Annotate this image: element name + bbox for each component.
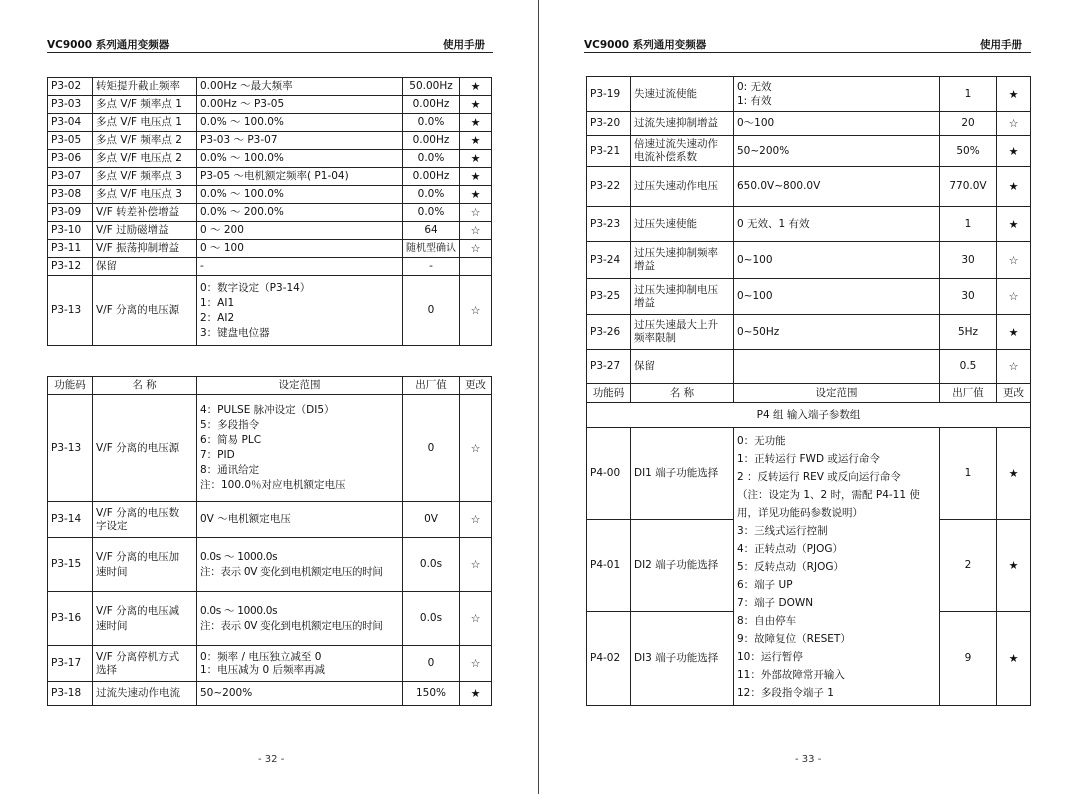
table-row: [587, 315, 1031, 350]
range-line: 12：多段指令端子 1: [737, 686, 834, 699]
range-line: 0：数字设定（P3-14）: [200, 281, 311, 294]
param-default: 0.0%: [403, 114, 460, 132]
left-param-table-2: [47, 376, 492, 706]
param-change: ☆: [997, 350, 1031, 384]
param-name: [93, 646, 197, 682]
param-default: 50%: [940, 136, 997, 167]
table-row: [48, 96, 492, 114]
name-line: 过压失速抑制频率: [634, 247, 718, 259]
param-code: P3-07: [48, 168, 93, 186]
table-row: [48, 646, 492, 682]
right-header-manual: 使用手册: [980, 39, 1022, 51]
range-line: 7：PID: [200, 449, 235, 461]
param-name: V/F 分离的电压源: [93, 276, 197, 346]
range-line: 0: 无效: [737, 81, 772, 93]
col-header-default: 出厂值: [403, 377, 460, 395]
param-name: [93, 538, 197, 592]
param-default: 0.0%: [403, 186, 460, 204]
group-title: P4 组 输入端子参数组: [587, 403, 1031, 428]
param-default: 20: [940, 112, 997, 136]
name-line: V/F 分离的电压减: [96, 604, 180, 617]
param-change: ★: [460, 186, 492, 204]
param-name: 多点 V/F 电压点 2: [93, 150, 197, 168]
group-title-row: [587, 403, 1031, 428]
col-header-range: 设定范围: [734, 384, 940, 403]
table-row: [587, 112, 1031, 136]
col-header-change: 更改: [460, 377, 492, 395]
param-default: 0.0%: [403, 150, 460, 168]
param-range: 0V ～电机额定电压: [197, 502, 403, 538]
param-name: 失速过流使能: [631, 77, 734, 112]
param-default: 0: [403, 646, 460, 682]
table-row: [48, 276, 492, 346]
table-row: [587, 428, 1031, 520]
range-line: 1: 有效: [737, 95, 772, 107]
col-header-change: 更改: [997, 384, 1031, 403]
param-code: P3-02: [48, 78, 93, 96]
param-change: ★: [997, 315, 1031, 350]
param-change: ☆: [460, 222, 492, 240]
param-range: 0.0% ～ 100.0%: [197, 150, 403, 168]
param-code: P3-04: [48, 114, 93, 132]
left-header-manual: 使用手册: [443, 39, 485, 51]
param-change: ★: [460, 78, 492, 96]
param-name: 多点 V/F 频率点 1: [93, 96, 197, 114]
param-name: DI2 端子功能选择: [631, 520, 734, 612]
param-name: 多点 V/F 频率点 3: [93, 168, 197, 186]
range-line: 1：电压减为 0 后频率再减: [200, 663, 326, 676]
left-param-table-1: [47, 77, 492, 346]
col-header-default: 出厂值: [940, 384, 997, 403]
table-row: [587, 242, 1031, 279]
col-header-name: 名 称: [631, 384, 734, 403]
range-line: 3：键盘电位器: [200, 326, 270, 339]
table-header-row: [48, 377, 492, 395]
left-page-number: - 32 -: [258, 754, 285, 765]
param-change: ★: [460, 132, 492, 150]
range-line: 8：通讯给定: [200, 464, 260, 476]
param-default: 2: [940, 520, 997, 612]
param-default: 1: [940, 428, 997, 520]
param-code: P3-05: [48, 132, 93, 150]
param-code: P3-17: [48, 646, 93, 682]
right-header-rule: [584, 52, 1031, 53]
param-name: [631, 279, 734, 315]
param-code: P3-25: [587, 279, 631, 315]
table-row: [48, 186, 492, 204]
param-change: ☆: [997, 242, 1031, 279]
range-line: 用，详见功能码参数说明）: [737, 506, 863, 519]
param-range: [197, 395, 403, 502]
param-code: P3-20: [587, 112, 631, 136]
param-default: 0: [403, 276, 460, 346]
right-page: [539, 0, 1077, 794]
table-row: [587, 136, 1031, 167]
param-change: ★: [460, 114, 492, 132]
param-change: ★: [997, 520, 1031, 612]
param-name: V/F 振荡抑制增益: [93, 240, 197, 258]
param-name: 保留: [631, 350, 734, 384]
param-code: P3-22: [587, 167, 631, 207]
name-line: 增益: [634, 260, 655, 272]
table-row: [587, 167, 1031, 207]
param-default: 5Hz: [940, 315, 997, 350]
range-line: （注：设定为 1、2 时，需配 P4-11 使: [737, 488, 920, 501]
param-change: ★: [460, 168, 492, 186]
range-line: 7：端子 DOWN: [737, 596, 814, 609]
param-name: [93, 592, 197, 646]
param-range: 0.0% ～ 200.0%: [197, 204, 403, 222]
param-default: 1: [940, 77, 997, 112]
param-default: 150%: [403, 682, 460, 706]
range-line: 5：反转点动（RJOG）: [737, 560, 844, 573]
param-change: ★: [460, 150, 492, 168]
param-code: P3-09: [48, 204, 93, 222]
param-change: ☆: [460, 276, 492, 346]
param-change: ★: [997, 428, 1031, 520]
range-line: 5：多段指令: [200, 419, 260, 431]
range-line: 6：端子 UP: [737, 578, 793, 591]
param-range: [197, 592, 403, 646]
param-name: 转矩提升截止频率: [93, 78, 197, 96]
param-change: ☆: [460, 240, 492, 258]
param-range: 0~100: [734, 242, 940, 279]
param-change: ☆: [460, 204, 492, 222]
range-line: 注：100.0％对应电机额定电压: [200, 479, 346, 491]
param-code: P4-01: [587, 520, 631, 612]
table-row: [48, 78, 492, 96]
param-change: ☆: [460, 592, 492, 646]
range-line: 4：PULSE 脉冲设定（DI5）: [200, 404, 335, 416]
param-default: 随机型确认: [403, 240, 460, 258]
param-default: 0.0s: [403, 592, 460, 646]
param-code: P3-23: [587, 207, 631, 242]
param-name: DI3 端子功能选择: [631, 612, 734, 706]
param-name: 过流失速动作电流: [93, 682, 197, 706]
param-range: 0.00Hz ～ P3-05: [197, 96, 403, 114]
param-default: 1: [940, 207, 997, 242]
name-line: 频率限制: [634, 332, 676, 344]
param-default: 9: [940, 612, 997, 706]
param-code: P3-08: [48, 186, 93, 204]
param-change: ★: [997, 77, 1031, 112]
param-code: P4-00: [587, 428, 631, 520]
param-default: 770.0V: [940, 167, 997, 207]
param-default: 50.00Hz: [403, 78, 460, 96]
table-row: [48, 395, 492, 502]
param-range: 0.0% ～ 100.0%: [197, 114, 403, 132]
name-line: 速时间: [96, 619, 128, 632]
table-row: [48, 222, 492, 240]
param-name: 多点 V/F 频率点 2: [93, 132, 197, 150]
param-code: P3-06: [48, 150, 93, 168]
name-line: 电流补偿系数: [634, 151, 697, 163]
table-row: [48, 682, 492, 706]
param-range: 0 无效、1 有效: [734, 207, 940, 242]
param-change: ☆: [460, 502, 492, 538]
table-row: [587, 207, 1031, 242]
param-name: 过压失速使能: [631, 207, 734, 242]
param-name: V/F 分离的电压源: [93, 395, 197, 502]
table-row: [48, 114, 492, 132]
param-range: 0~100: [734, 279, 940, 315]
name-line: 字设定: [96, 519, 128, 532]
param-range: 650.0V~800.0V: [734, 167, 940, 207]
name-line: V/F 分离的电压数: [96, 506, 180, 519]
param-name: 过压失速动作电压: [631, 167, 734, 207]
table-row: [48, 240, 492, 258]
range-line: 4：正转点动（PJOG）: [737, 542, 844, 555]
param-range: P3-03 ～ P3-07: [197, 132, 403, 150]
param-change: ☆: [997, 112, 1031, 136]
param-default: 0.0s: [403, 538, 460, 592]
param-name: 保留: [93, 258, 197, 276]
table-header-row: [587, 384, 1031, 403]
param-name: 多点 V/F 电压点 1: [93, 114, 197, 132]
param-default: 0: [403, 395, 460, 502]
table-row: [48, 168, 492, 186]
param-code: P3-13: [48, 395, 93, 502]
left-page: [0, 0, 538, 794]
range-line: 0.0s ～ 1000.0s: [200, 550, 278, 563]
range-line: 9：故障复位（RESET）: [737, 632, 851, 645]
param-code: P3-03: [48, 96, 93, 114]
range-line: 2 ：反转运行 REV 或反向运行命令: [737, 470, 901, 483]
param-code: P3-26: [587, 315, 631, 350]
col-header-range: 设定范围: [197, 377, 403, 395]
table-row: [48, 150, 492, 168]
param-range: -: [197, 258, 403, 276]
param-default: 30: [940, 279, 997, 315]
table-row: [48, 258, 492, 276]
param-default: 0.00Hz: [403, 168, 460, 186]
range-line: 8：自由停车: [737, 614, 797, 627]
param-code: P3-21: [587, 136, 631, 167]
table-row: [48, 132, 492, 150]
param-default: 64: [403, 222, 460, 240]
range-line: 3：三线式运行控制: [737, 524, 828, 537]
col-header-name: 名 称: [93, 377, 197, 395]
name-line: 速时间: [96, 565, 128, 578]
right-param-table-1: [586, 76, 1031, 706]
param-range: P3-05 ～电机额定频率( P1-04): [197, 168, 403, 186]
name-line: 倍速过流失速动作: [634, 138, 718, 150]
param-change: ★: [460, 96, 492, 114]
right-header-title: VC9000 系列通用变频器: [584, 39, 707, 51]
param-code: P4-02: [587, 612, 631, 706]
param-range: [734, 350, 940, 384]
param-change: ☆: [460, 646, 492, 682]
param-default: 30: [940, 242, 997, 279]
range-line: 2：AI2: [200, 311, 235, 324]
param-code: P3-24: [587, 242, 631, 279]
param-range-shared: [734, 428, 940, 706]
col-header-code: 功能码: [587, 384, 631, 403]
param-change: [460, 258, 492, 276]
range-line: 注：表示 0V 变化到电机额定电压的时间: [200, 619, 383, 632]
right-page-number: - 33 -: [795, 754, 822, 765]
param-name: 多点 V/F 电压点 3: [93, 186, 197, 204]
param-code: P3-13: [48, 276, 93, 346]
param-range: [734, 77, 940, 112]
param-range: [197, 646, 403, 682]
name-line: 过压失速抑制电压: [634, 283, 718, 296]
col-header-code: 功能码: [48, 377, 93, 395]
param-range: 0 ～ 200: [197, 222, 403, 240]
param-range: 0.0% ～ 100.0%: [197, 186, 403, 204]
param-code: P3-18: [48, 682, 93, 706]
param-code: P3-19: [587, 77, 631, 112]
range-line: 11：外部故障常开输入: [737, 668, 845, 681]
param-range: 50~200%: [197, 682, 403, 706]
param-change: ☆: [460, 395, 492, 502]
table-row: [48, 204, 492, 222]
param-default: 0.00Hz: [403, 132, 460, 150]
table-row: [48, 502, 492, 538]
name-line: 选择: [96, 663, 117, 676]
param-change: ★: [997, 612, 1031, 706]
param-change: ★: [997, 207, 1031, 242]
range-line: 10：运行暂停: [737, 650, 803, 663]
name-line: 增益: [634, 296, 655, 309]
param-change: ☆: [460, 538, 492, 592]
param-name: V/F 过励磁增益: [93, 222, 197, 240]
param-range: 0～100: [734, 112, 940, 136]
param-default: 0V: [403, 502, 460, 538]
left-header-title: VC9000 系列通用变频器: [47, 39, 170, 51]
param-range: 0~50Hz: [734, 315, 940, 350]
param-default: 0.5: [940, 350, 997, 384]
param-code: P3-14: [48, 502, 93, 538]
param-name: [631, 136, 734, 167]
param-name: DI1 端子功能选择: [631, 428, 734, 520]
range-line: 0.0s ～ 1000.0s: [200, 604, 278, 617]
param-range: 50~200%: [734, 136, 940, 167]
param-change: ☆: [997, 279, 1031, 315]
param-code: P3-27: [587, 350, 631, 384]
param-name: V/F 转差补偿增益: [93, 204, 197, 222]
param-name: [631, 242, 734, 279]
table-row: [48, 592, 492, 646]
name-line: V/F 分离停机方式: [96, 650, 180, 663]
param-range: 0.00Hz ～最大频率: [197, 78, 403, 96]
param-code: P3-10: [48, 222, 93, 240]
param-name: 过流失速抑制增益: [631, 112, 734, 136]
name-line: 过压失速最大上升: [634, 319, 718, 331]
param-code: P3-11: [48, 240, 93, 258]
param-change: ★: [997, 167, 1031, 207]
param-range: 0 ～ 100: [197, 240, 403, 258]
name-line: V/F 分离的电压加: [96, 550, 180, 563]
table-row: [587, 350, 1031, 384]
range-line: 0：频率 / 电压独立减至 0: [200, 650, 322, 663]
param-name: [631, 315, 734, 350]
range-line: 注：表示 0V 变化到电机额定电压的时间: [200, 565, 383, 578]
param-change: ★: [997, 136, 1031, 167]
param-code: P3-16: [48, 592, 93, 646]
param-change: ★: [460, 682, 492, 706]
table-row: [587, 77, 1031, 112]
param-code: P3-12: [48, 258, 93, 276]
param-name: [93, 502, 197, 538]
param-range: [197, 276, 403, 346]
range-line: 1：AI1: [200, 296, 235, 309]
left-header-rule: [47, 52, 493, 53]
param-code: P3-15: [48, 538, 93, 592]
range-line: 1：正转运行 FWD 或运行命令: [737, 452, 880, 465]
param-range: [197, 538, 403, 592]
param-default: 0.00Hz: [403, 96, 460, 114]
table-row: [48, 538, 492, 592]
range-line: 6：简易 PLC: [200, 434, 262, 446]
table-row: [587, 279, 1031, 315]
range-line: 0：无功能: [737, 434, 786, 447]
param-default: 0.0%: [403, 204, 460, 222]
param-default: -: [403, 258, 460, 276]
